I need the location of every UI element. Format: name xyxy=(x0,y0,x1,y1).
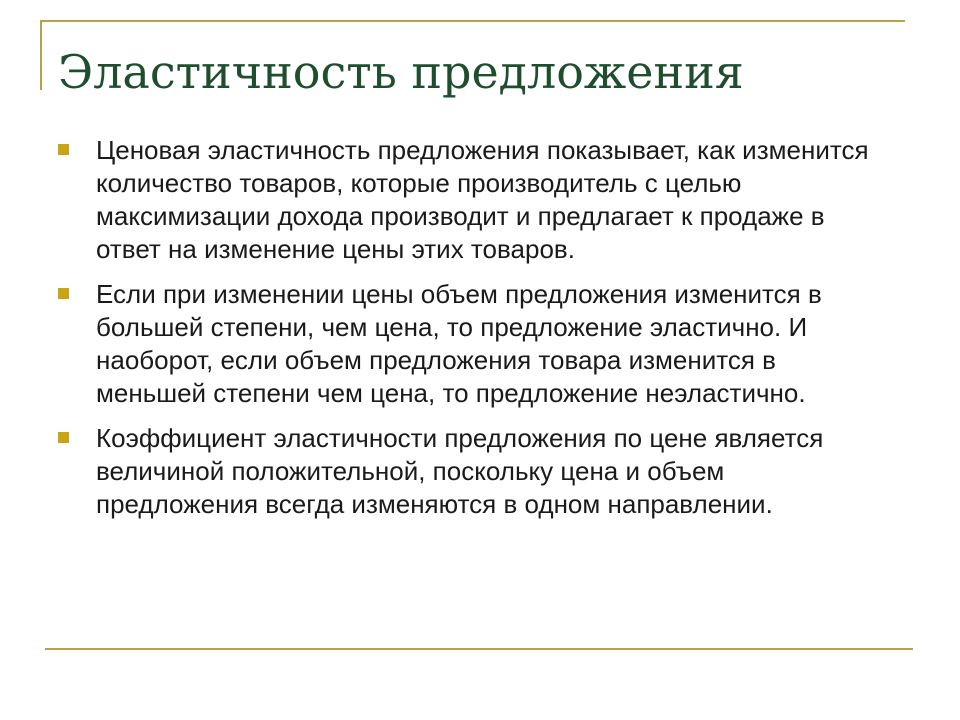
frame-top-line xyxy=(40,20,905,22)
bullet-item-price-elasticity xyxy=(58,134,878,266)
square-bullet-icon xyxy=(58,432,69,443)
square-bullet-icon xyxy=(58,144,69,155)
bullet-text: Если при изменении цены объем предложения изменится в большей степени, чем цена, то предложение эластично. И наоборот, если объем предложения товара изменится в меньшей степени чем цена, то предложение неэластично. xyxy=(96,279,822,408)
slide-title: Эластичность предложения xyxy=(58,45,744,99)
square-bullet-icon xyxy=(58,288,69,299)
frame-left-line xyxy=(40,20,42,90)
bullet-item-elastic-vs-inelastic xyxy=(58,278,878,410)
bullet-list xyxy=(58,134,878,533)
bullet-item-coefficient xyxy=(58,422,878,521)
frame-bottom-line xyxy=(45,648,913,650)
bullet-text: Ценовая эластичность предложения показывает, как изменится количество товаров, которые производитель с целью максимизации дохода производит и предлагает к продаже в ответ на изменение цены этих товаров. xyxy=(96,135,869,264)
bullet-text: Коэффициент эластичности предложения по цене является величиной положительной, поскольку цена и объем предложения всегда изменяются в одном направлении. xyxy=(96,423,824,519)
